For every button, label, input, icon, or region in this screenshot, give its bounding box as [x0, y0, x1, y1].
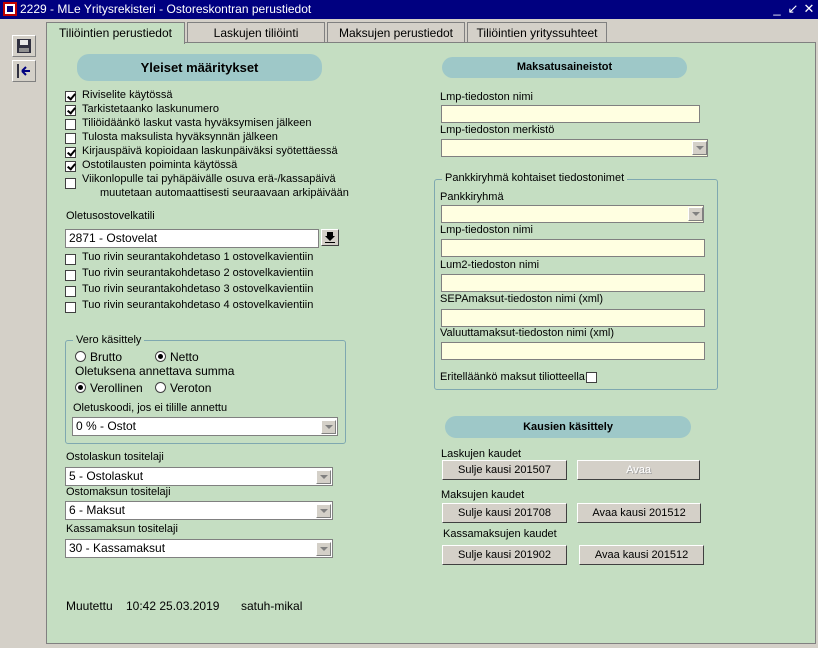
invoice-periods-label: Laskujen kaudet	[441, 448, 522, 460]
option-label: Viikonlopulle tai pyhäpäivälle osuva erä-/kassapäivä	[82, 173, 336, 185]
bank-lmp-label: Lmp-tiedoston nimi	[440, 224, 533, 236]
option-label: Kirjauspäivä kopioidaan laskunpäiväksi syötettäessä	[82, 145, 338, 157]
close-payment-period-button[interactable]: Sulje kausi 201708	[442, 503, 567, 523]
modified-label: Muutettu	[66, 599, 113, 613]
vat-group-label: Vero käsittely	[73, 334, 144, 346]
option-checkbox[interactable]	[65, 147, 76, 158]
option-label: Riviselite käytössä	[82, 89, 173, 101]
close-invoice-period-button[interactable]: Sulje kausi 201507	[442, 460, 567, 480]
option-checkbox[interactable]	[65, 119, 76, 130]
exit-icon	[16, 63, 32, 79]
save-icon	[16, 38, 32, 54]
bank-group-select[interactable]	[441, 205, 704, 223]
sepa-label: SEPAmaksut-tiedoston nimi (xml)	[440, 293, 604, 305]
option-label-continuation: muutetaan automaattisesti seuraavaan arkipäivään	[100, 187, 349, 199]
restore-icon[interactable]: ↙	[787, 1, 799, 16]
lov-button[interactable]	[321, 229, 339, 246]
voucher-select[interactable]: 5 - Ostolaskut	[65, 467, 333, 486]
itemize-label: Eritelläänkö maksut tiliotteella	[440, 371, 585, 383]
lum2-field[interactable]	[441, 274, 705, 292]
dropdown-arrow-icon[interactable]	[321, 420, 336, 434]
modified-timestamp: 10:42 25.03.2019	[126, 599, 220, 613]
bank-lmp-field[interactable]	[441, 239, 705, 257]
open-cash-period-button[interactable]: Avaa kausi 201512	[579, 545, 704, 565]
minimize-icon[interactable]: _	[773, 1, 781, 16]
default-code-select[interactable]: 0 % - Ostot	[72, 417, 338, 436]
dropdown-arrow-icon[interactable]	[692, 141, 707, 155]
close-cash-period-button[interactable]: Sulje kausi 201902	[442, 545, 567, 565]
taxable-radio[interactable]	[75, 382, 86, 393]
dropdown-arrow-icon[interactable]	[316, 542, 331, 556]
payment-materials-header: Maksatusaineistot	[442, 57, 687, 78]
option-label: Tulosta maksulista hyväksynnän jälkeen	[82, 131, 278, 143]
sepa-field[interactable]	[441, 309, 705, 327]
tab-laskujen-tiliointi[interactable]: Laskujen tiliöinti	[187, 22, 325, 42]
dropdown-arrow-icon[interactable]	[316, 504, 331, 518]
lov-down-icon	[325, 232, 335, 243]
default-account-field[interactable]: 2871 - Ostovelat	[65, 229, 319, 248]
default-account-label: Oletusostovelkatili	[66, 210, 155, 222]
tracking-checkbox[interactable]	[65, 302, 76, 313]
option-checkbox[interactable]	[65, 161, 76, 172]
tab-tilioinnien-yrityssuhteet[interactable]: Tiliöintien yrityssuhteet	[467, 22, 607, 42]
payment-periods-label: Maksujen kaudet	[441, 489, 525, 501]
currency-field[interactable]	[441, 342, 705, 360]
open-invoice-period-button[interactable]: Avaa	[577, 460, 700, 480]
tab-maksujen-perustiedot[interactable]: Maksujen perustiedot	[327, 22, 465, 42]
dropdown-arrow-icon[interactable]	[688, 207, 703, 221]
voucher-select[interactable]: 6 - Maksut	[65, 501, 333, 520]
open-payment-period-button[interactable]: Avaa kausi 201512	[577, 503, 701, 523]
tracking-label: Tuo rivin seurantakohdetaso 1 ostovelkavientiin	[82, 251, 314, 263]
lmp-charset-label: Lmp-tiedoston merkistö	[440, 124, 555, 136]
option-checkbox[interactable]	[65, 105, 76, 116]
voucher-label: Kassamaksun tositelaji	[66, 523, 178, 535]
lmp-charset-select[interactable]	[441, 139, 708, 157]
default-sum-label: Oletuksena annettava summa	[75, 364, 235, 378]
net-label: Netto	[170, 350, 199, 364]
tax-free-radio[interactable]	[155, 382, 166, 393]
window-titlebar	[0, 0, 818, 19]
modified-user: satuh-mikal	[241, 599, 303, 613]
close-icon[interactable]: ✕	[803, 1, 815, 16]
tracking-checkbox[interactable]	[65, 254, 76, 265]
option-checkbox[interactable]	[65, 133, 76, 144]
left-toolbar	[0, 19, 46, 648]
main-panel	[46, 42, 816, 644]
lum2-label: Lum2-tiedoston nimi	[440, 259, 540, 271]
taxable-label: Verollinen	[90, 381, 143, 395]
gross-radio[interactable]	[75, 351, 86, 362]
option-label: Ostotilausten poiminta käytössä	[82, 159, 238, 171]
bank-group-label: Pankkiryhmä kohtaiset tiedostonimet	[442, 172, 627, 184]
save-button[interactable]	[12, 35, 36, 57]
gross-label: Brutto	[90, 350, 123, 364]
currency-label: Valuuttamaksut-tiedoston nimi (xml)	[440, 327, 615, 339]
tax-free-label: Veroton	[170, 381, 212, 395]
dropdown-arrow-icon[interactable]	[316, 470, 331, 484]
tracking-label: Tuo rivin seurantakohdetaso 3 ostovelkavientiin	[82, 283, 314, 295]
general-settings-header: Yleiset määritykset	[77, 54, 322, 81]
window-title: 2229 - MLe Yritysrekisteri - Ostoreskontran perustiedot	[20, 2, 312, 16]
cash-periods-label: Kassamaksujen kaudet	[443, 528, 557, 540]
lmp-name-field[interactable]	[441, 105, 700, 123]
default-code-label: Oletuskoodi, jos ei tilille annettu	[73, 402, 228, 414]
bank-group-field-label: Pankkiryhmä	[440, 191, 504, 203]
lmp-name-label: Lmp-tiedoston nimi	[440, 91, 533, 103]
tab-tilioinnien-perustiedot[interactable]: Tiliöintien perustiedot	[46, 22, 185, 44]
exit-button[interactable]	[12, 60, 36, 82]
app-icon	[3, 2, 17, 16]
option-label: Tarkistetaanko laskunumero	[82, 103, 219, 115]
option-label: Tiliöidäänkö laskut vasta hyväksymisen jälkeen	[82, 117, 312, 129]
tracking-label: Tuo rivin seurantakohdetaso 4 ostovelkavientiin	[82, 299, 314, 311]
voucher-label: Ostolaskun tositelaji	[66, 451, 164, 463]
periods-header: Kausien käsittely	[445, 416, 691, 438]
voucher-label: Ostomaksun tositelaji	[66, 486, 171, 498]
tracking-checkbox[interactable]	[65, 286, 76, 297]
voucher-select[interactable]: 30 - Kassamaksut	[65, 539, 333, 558]
net-radio[interactable]	[155, 351, 166, 362]
itemize-checkbox[interactable]	[586, 372, 597, 383]
tracking-label: Tuo rivin seurantakohdetaso 2 ostovelkavientiin	[82, 267, 314, 279]
option-checkbox[interactable]	[65, 178, 76, 189]
tracking-checkbox[interactable]	[65, 270, 76, 281]
option-checkbox[interactable]	[65, 91, 76, 102]
